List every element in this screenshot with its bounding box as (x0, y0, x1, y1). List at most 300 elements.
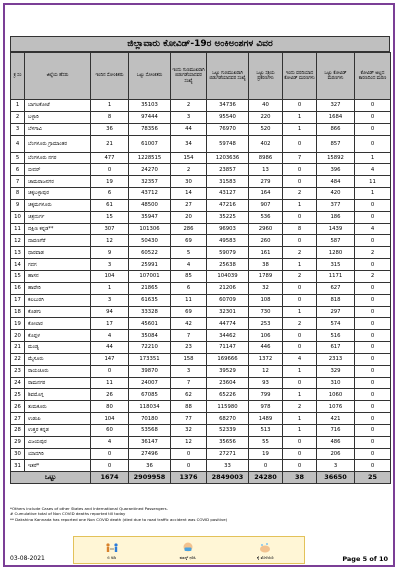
cell-disch-today: 2 (171, 100, 207, 112)
face-mask-icon (181, 541, 195, 555)
cell-noncovid: 4 (355, 164, 391, 176)
totals-label: ಒಟ್ಟು (11, 472, 91, 484)
header-cell: ಇಂದು ವರದಿಯಾದ ಕೋವಿಡ್ ಮರಣಗಳು (283, 53, 317, 100)
cell-active: 106 (249, 330, 283, 342)
distance-text: 6 ಅಡಿ (107, 554, 116, 560)
cell-sl: 30 (11, 448, 25, 460)
cell-today: 0 (91, 164, 129, 176)
cell-sl: 6 (11, 164, 25, 176)
cell-total: 39870 (129, 365, 171, 377)
totals-noncovid: 25 (355, 472, 391, 484)
cell-today: 147 (91, 353, 129, 365)
cell-death-total: 2313 (317, 353, 355, 365)
cell-total: 53568 (129, 424, 171, 436)
cell-death-today: 0 (283, 282, 317, 294)
cell-disch-total: 59079 (207, 247, 249, 259)
cell-disch-total: 47216 (207, 199, 249, 211)
table-row (11, 436, 391, 448)
mask-text: ಮಾಸ್ಕ್ ಧರಿಸಿ (179, 554, 196, 560)
district-name-cell: ರಾಯಚೂರು (25, 365, 91, 377)
cell-total: 25991 (129, 259, 171, 271)
cell-today: 4 (91, 436, 129, 448)
cell-today: 477 (91, 152, 129, 164)
cell-disch-total: 52339 (207, 424, 249, 436)
cell-death-total: 484 (317, 176, 355, 188)
cell-today: 4 (91, 330, 129, 342)
cell-noncovid: 11 (355, 176, 391, 188)
table-row (11, 424, 391, 436)
table-row (11, 318, 391, 330)
cell-sl: 19 (11, 318, 25, 330)
cell-disch-total: 31583 (207, 176, 249, 188)
cell-total: 33328 (129, 306, 171, 318)
cell-today: 61 (91, 199, 129, 211)
cell-noncovid: 0 (355, 377, 391, 389)
header-cell: ಇಂದು ಗುಣಮುಖರಾಗಿ ಬಿಡುಗಡೆಯಾದವರ ಸಂಖ್ಯೆ (171, 53, 207, 100)
totals-row (11, 472, 391, 484)
totals-disch-total: 2849003 (207, 472, 249, 484)
cell-death-today: 0 (283, 235, 317, 247)
cell-disch-total: 95540 (207, 111, 249, 123)
cell-total: 72210 (129, 342, 171, 354)
cell-disch-total: 44774 (207, 318, 249, 330)
cell-death-total: 587 (317, 235, 355, 247)
cell-death-today: 0 (283, 294, 317, 306)
cell-death-total: 15892 (317, 152, 355, 164)
cell-active: 38 (249, 259, 283, 271)
cell-sl: 4 (11, 135, 25, 152)
cell-total: 24270 (129, 164, 171, 176)
footnote: *Others include Cases of other States and International Quarantined Passengers. (10, 506, 168, 511)
cell-disch-total: 34462 (207, 330, 249, 342)
table-row (11, 294, 391, 306)
table-row (11, 152, 391, 164)
cell-disch-total: 71147 (207, 342, 249, 354)
table-title: ಜಿಲ್ಲಾವಾರು ಕೋವಿಡ್-19ರ ಅಂಕಿಅಂಶಗಳ ವಿವರ (10, 36, 390, 52)
table-row (11, 270, 391, 282)
cell-sl: 29 (11, 436, 25, 448)
cell-noncovid: 0 (355, 436, 391, 448)
cell-today: 3 (91, 294, 129, 306)
cell-sl: 15 (11, 270, 25, 282)
cell-death-total: 186 (317, 211, 355, 223)
table-row (11, 377, 391, 389)
cell-today: 11 (91, 377, 129, 389)
cell-today: 1 (91, 100, 129, 112)
cell-today: 21 (91, 135, 129, 152)
district-name-cell: ದಕ್ಷಿಣ ಕನ್ನಡ** (25, 223, 91, 235)
cell-death-total: 297 (317, 306, 355, 318)
district-name-cell: ಉಡುಪಿ (25, 413, 91, 425)
cell-active: 253 (249, 318, 283, 330)
table-row (11, 199, 391, 211)
cell-noncovid: 0 (355, 389, 391, 401)
cell-sl: 16 (11, 282, 25, 294)
district-name-cell: ಹಾವೇರಿ (25, 282, 91, 294)
cell-death-total: 574 (317, 318, 355, 330)
totals-total: 2909958 (129, 472, 171, 484)
cell-disch-total: 65226 (207, 389, 249, 401)
cell-sl: 23 (11, 365, 25, 377)
cell-death-today: 1 (283, 413, 317, 425)
cell-disch-today: 69 (171, 306, 207, 318)
cell-noncovid: 0 (355, 318, 391, 330)
cell-active: 799 (249, 389, 283, 401)
cell-today: 15 (91, 211, 129, 223)
cell-sl: 21 (11, 342, 25, 354)
district-name-cell: ಕೋಲಾರ (25, 318, 91, 330)
district-name-cell: ಬಾಗಲಕೋಟೆ (25, 100, 91, 112)
table-row (11, 401, 391, 413)
cell-sl: 8 (11, 188, 25, 200)
district-name-cell: ಚಾಮರಾಜನಗರ (25, 176, 91, 188)
cell-disch-today: 3 (171, 111, 207, 123)
cell-today: 94 (91, 306, 129, 318)
cell-active: 8986 (249, 152, 283, 164)
district-name-cell: ಚಿತ್ರದುರ್ಗ (25, 211, 91, 223)
cell-noncovid: 1 (355, 152, 391, 164)
cell-noncovid: 2 (355, 270, 391, 282)
cell-death-today: 2 (283, 401, 317, 413)
cell-today: 19 (91, 176, 129, 188)
cell-disch-total: 34736 (207, 100, 249, 112)
cell-total: 60522 (129, 247, 171, 259)
cell-active: 19 (249, 448, 283, 460)
cell-death-today: 2 (283, 188, 317, 200)
cell-disch-today: 2 (171, 164, 207, 176)
table-row (11, 330, 391, 342)
cell-death-today: 0 (283, 342, 317, 354)
table-row (11, 342, 391, 354)
safety-banner (73, 536, 305, 564)
cell-active: 402 (249, 135, 283, 152)
cell-noncovid: 0 (355, 211, 391, 223)
district-name-cell: ಬೆಳಗಾವಿ (25, 123, 91, 135)
cell-sl: 1 (11, 100, 25, 112)
cell-death-today: 1 (283, 306, 317, 318)
cell-disch-today: 23 (171, 342, 207, 354)
cell-total: 45601 (129, 318, 171, 330)
cell-noncovid: 0 (355, 342, 391, 354)
footnote: # Cumulative total of Non COVID deaths reported till today (10, 511, 126, 517)
cell-disch-total: 35225 (207, 211, 249, 223)
cell-total: 118034 (129, 401, 171, 413)
cell-total: 36 (129, 460, 171, 472)
cell-active: 1789 (249, 270, 283, 282)
cell-death-today: 0 (283, 135, 317, 152)
cell-active: 446 (249, 342, 283, 354)
cell-active: 0 (249, 460, 283, 472)
cell-active: 279 (249, 176, 283, 188)
cell-disch-total: 68270 (207, 413, 249, 425)
cell-sl: 3 (11, 123, 25, 135)
district-covid-table (10, 52, 391, 484)
cell-today: 80 (91, 401, 129, 413)
district-name-cell: ದಾವಣಗೆರೆ (25, 235, 91, 247)
cell-disch-total: 25638 (207, 259, 249, 271)
cell-disch-today: 14 (171, 188, 207, 200)
table-row (11, 135, 391, 152)
cell-death-total: 420 (317, 188, 355, 200)
cell-death-today: 2 (283, 318, 317, 330)
cell-disch-today: 30 (171, 176, 207, 188)
header-cell: ಒಟ್ಟು ಕೋವಿಡ್ ಮರಣಗಳು (317, 53, 355, 100)
handwash-text: ಕೈ ತೊಳೆಯಿರಿ (256, 554, 274, 560)
cell-total: 35084 (129, 330, 171, 342)
cell-total: 35103 (129, 100, 171, 112)
district-name-cell: ಮಂಡ್ಯ (25, 342, 91, 354)
cell-today: 8 (91, 111, 129, 123)
cell-death-today: 1 (283, 111, 317, 123)
district-name-cell: ಮೈಸೂರು (25, 353, 91, 365)
table-row (11, 460, 391, 472)
cell-active: 55 (249, 436, 283, 448)
cell-death-today: 2 (283, 270, 317, 282)
cell-disch-today: 32 (171, 424, 207, 436)
cell-total: 61007 (129, 135, 171, 152)
cell-death-total: 857 (317, 135, 355, 152)
cell-death-today: 1 (283, 199, 317, 211)
cell-noncovid: 0 (355, 306, 391, 318)
cell-total: 78356 (129, 123, 171, 135)
cell-death-total: 1060 (317, 389, 355, 401)
cell-sl: 5 (11, 152, 25, 164)
cell-total: 173351 (129, 353, 171, 365)
cell-active: 978 (249, 401, 283, 413)
cell-noncovid: 0 (355, 282, 391, 294)
cell-disch-total: 32301 (207, 306, 249, 318)
district-name-cell: ಕಲಬುರಗಿ (25, 294, 91, 306)
cell-disch-today: 62 (171, 389, 207, 401)
table-header (11, 53, 391, 100)
cell-disch-today: 11 (171, 294, 207, 306)
cell-sl: 7 (11, 176, 25, 188)
district-name-cell: ತುಮಕೂರು (25, 401, 91, 413)
cell-today: 60 (91, 424, 129, 436)
cell-today: 26 (91, 389, 129, 401)
cell-total: 50430 (129, 235, 171, 247)
cell-disch-total: 21206 (207, 282, 249, 294)
header-cell: ಒಟ್ಟು ಗುಣಮುಖರಾಗಿ ಬಿಡುಗಡೆಯಾದವರ ಸಂಖ್ಯೆ (207, 53, 249, 100)
cell-sl: 24 (11, 377, 25, 389)
cell-total: 24007 (129, 377, 171, 389)
footnote: ** Dakshina Kannada has reported one Non COVID death (died due to road traffic accident was COVID positive) (10, 516, 228, 522)
cell-noncovid: 4 (355, 223, 391, 235)
cell-active: 730 (249, 306, 283, 318)
cell-disch-today: 44 (171, 123, 207, 135)
cell-death-total: 516 (317, 330, 355, 342)
cell-sl: 18 (11, 306, 25, 318)
cell-today: 1 (91, 282, 129, 294)
cell-noncovid: 0 (355, 199, 391, 211)
cell-death-today: 2 (283, 247, 317, 259)
table-row (11, 211, 391, 223)
totals-death-total: 36650 (317, 472, 355, 484)
cell-disch-total: 49583 (207, 235, 249, 247)
cell-disch-total: 39529 (207, 365, 249, 377)
cell-today: 0 (91, 448, 129, 460)
header-cell: ಕ್ರ ಸಂ (11, 53, 25, 100)
cell-noncovid: 2 (355, 247, 391, 259)
cell-today: 12 (91, 235, 129, 247)
cell-disch-today: 7 (171, 330, 207, 342)
cell-today: 104 (91, 413, 129, 425)
cell-noncovid: 0 (355, 330, 391, 342)
cell-sl: 2 (11, 111, 25, 123)
cell-noncovid: 0 (355, 294, 391, 306)
cell-sl: 27 (11, 413, 25, 425)
cell-death-total: 310 (317, 377, 355, 389)
cell-disch-today: 4 (171, 259, 207, 271)
cell-active: 260 (249, 235, 283, 247)
cell-disch-total: 1203636 (207, 152, 249, 164)
cell-death-today: 4 (283, 353, 317, 365)
handwash-tile (257, 541, 274, 560)
cell-disch-today: 286 (171, 223, 207, 235)
cell-disch-today: 7 (171, 377, 207, 389)
cell-disch-today: 12 (171, 436, 207, 448)
cell-death-total: 1280 (317, 247, 355, 259)
footnotes (10, 506, 227, 522)
cell-today: 9 (91, 247, 129, 259)
cell-sl: 9 (11, 199, 25, 211)
totals-disch-today: 1376 (171, 472, 207, 484)
table-row (11, 223, 391, 235)
cell-disch-today: 5 (171, 247, 207, 259)
page-number: Page 5 of 10 (342, 555, 388, 563)
table-row (11, 353, 391, 365)
cell-disch-total: 169666 (207, 353, 249, 365)
cell-sl: 13 (11, 247, 25, 259)
cell-noncovid: 0 (355, 353, 391, 365)
cell-noncovid: 1 (355, 188, 391, 200)
district-name-cell: ಚಿಕ್ಕಬಳ್ಳಾಪುರ (25, 188, 91, 200)
cell-noncovid: 0 (355, 135, 391, 152)
cell-death-today: 0 (283, 448, 317, 460)
table-row (11, 123, 391, 135)
district-name-cell: ಬೆಂಗಳೂರು ನಗರ (25, 152, 91, 164)
cell-death-today: 1 (283, 365, 317, 377)
cell-disch-today: 77 (171, 413, 207, 425)
cell-active: 108 (249, 294, 283, 306)
cell-disch-today: 0 (171, 448, 207, 460)
cell-sl: 28 (11, 424, 25, 436)
cell-today: 104 (91, 270, 129, 282)
cell-death-today: 7 (283, 152, 317, 164)
cell-disch-total: 23857 (207, 164, 249, 176)
cell-disch-today: 0 (171, 460, 207, 472)
district-name-cell: ಚಿಕ್ಕಮಗಳೂರು (25, 199, 91, 211)
cell-total: 36147 (129, 436, 171, 448)
cell-death-today: 0 (283, 100, 317, 112)
cell-active: 13 (249, 164, 283, 176)
district-name-cell: ಯಾದಗಿರಿ (25, 448, 91, 460)
cell-sl: 14 (11, 259, 25, 271)
cell-disch-today: 20 (171, 211, 207, 223)
cell-disch-today: 42 (171, 318, 207, 330)
cell-total: 27496 (129, 448, 171, 460)
cell-today: 307 (91, 223, 129, 235)
cell-death-today: 0 (283, 436, 317, 448)
cell-today: 6 (91, 188, 129, 200)
cell-noncovid: 0 (355, 448, 391, 460)
cell-disch-today: 3 (171, 365, 207, 377)
cell-active: 536 (249, 211, 283, 223)
cell-death-today: 1 (283, 123, 317, 135)
cell-noncovid: 0 (355, 100, 391, 112)
header-cell: ಜಿಲ್ಲೆಯ ಹೆಸರು (25, 53, 91, 100)
cell-total: 107001 (129, 270, 171, 282)
cell-death-today: 0 (283, 176, 317, 188)
cell-death-today: 1 (283, 259, 317, 271)
cell-disch-today: 85 (171, 270, 207, 282)
cell-sl: 17 (11, 294, 25, 306)
cell-disch-total: 76970 (207, 123, 249, 135)
cell-death-total: 315 (317, 259, 355, 271)
cell-death-today: 8 (283, 223, 317, 235)
table-row (11, 176, 391, 188)
cell-death-today: 1 (283, 389, 317, 401)
cell-disch-total: 23604 (207, 377, 249, 389)
table-row (11, 188, 391, 200)
cell-death-total: 3 (317, 460, 355, 472)
cell-death-total: 716 (317, 424, 355, 436)
cell-death-total: 421 (317, 413, 355, 425)
cell-total: 101306 (129, 223, 171, 235)
table-row (11, 282, 391, 294)
cell-total: 32357 (129, 176, 171, 188)
district-name-cell: ವಿಜಯಪುರ (25, 436, 91, 448)
cell-disch-total: 104039 (207, 270, 249, 282)
cell-death-today: 0 (283, 460, 317, 472)
social-distance-icon (105, 541, 119, 555)
cell-death-total: 1171 (317, 270, 355, 282)
cell-sl: 31 (11, 460, 25, 472)
cell-death-total: 327 (317, 100, 355, 112)
cell-active: 161 (249, 247, 283, 259)
cell-active: 2960 (249, 223, 283, 235)
cell-sl: 12 (11, 235, 25, 247)
totals-today: 1674 (91, 472, 129, 484)
cell-active: 40 (249, 100, 283, 112)
bulletin-date: 03-08-2021 (10, 555, 45, 562)
hand-wash-icon (258, 541, 272, 555)
cell-sl: 11 (11, 223, 25, 235)
district-name-cell: ಬೆಂಗಳೂರು ಗ್ರಾಮಾಂತರ (25, 135, 91, 152)
cell-sl: 20 (11, 330, 25, 342)
district-name-cell: ಹಾಸನ (25, 270, 91, 282)
cell-death-total: 377 (317, 199, 355, 211)
cell-noncovid: 0 (355, 259, 391, 271)
cell-disch-total: 43127 (207, 188, 249, 200)
table-row (11, 235, 391, 247)
district-name-cell: ಗದಗ (25, 259, 91, 271)
table-row (11, 389, 391, 401)
cell-disch-total: 33 (207, 460, 249, 472)
cell-disch-total: 60709 (207, 294, 249, 306)
cell-active: 1372 (249, 353, 283, 365)
cell-active: 520 (249, 123, 283, 135)
cell-disch-total: 59748 (207, 135, 249, 152)
cell-noncovid: 0 (355, 365, 391, 377)
cell-death-today: 0 (283, 164, 317, 176)
cell-death-total: 1439 (317, 223, 355, 235)
district-name-cell: ಬೀದರ್ (25, 164, 91, 176)
table-totals (11, 472, 391, 484)
cell-today: 44 (91, 342, 129, 354)
cell-disch-total: 35656 (207, 436, 249, 448)
distance-tile (105, 541, 119, 560)
